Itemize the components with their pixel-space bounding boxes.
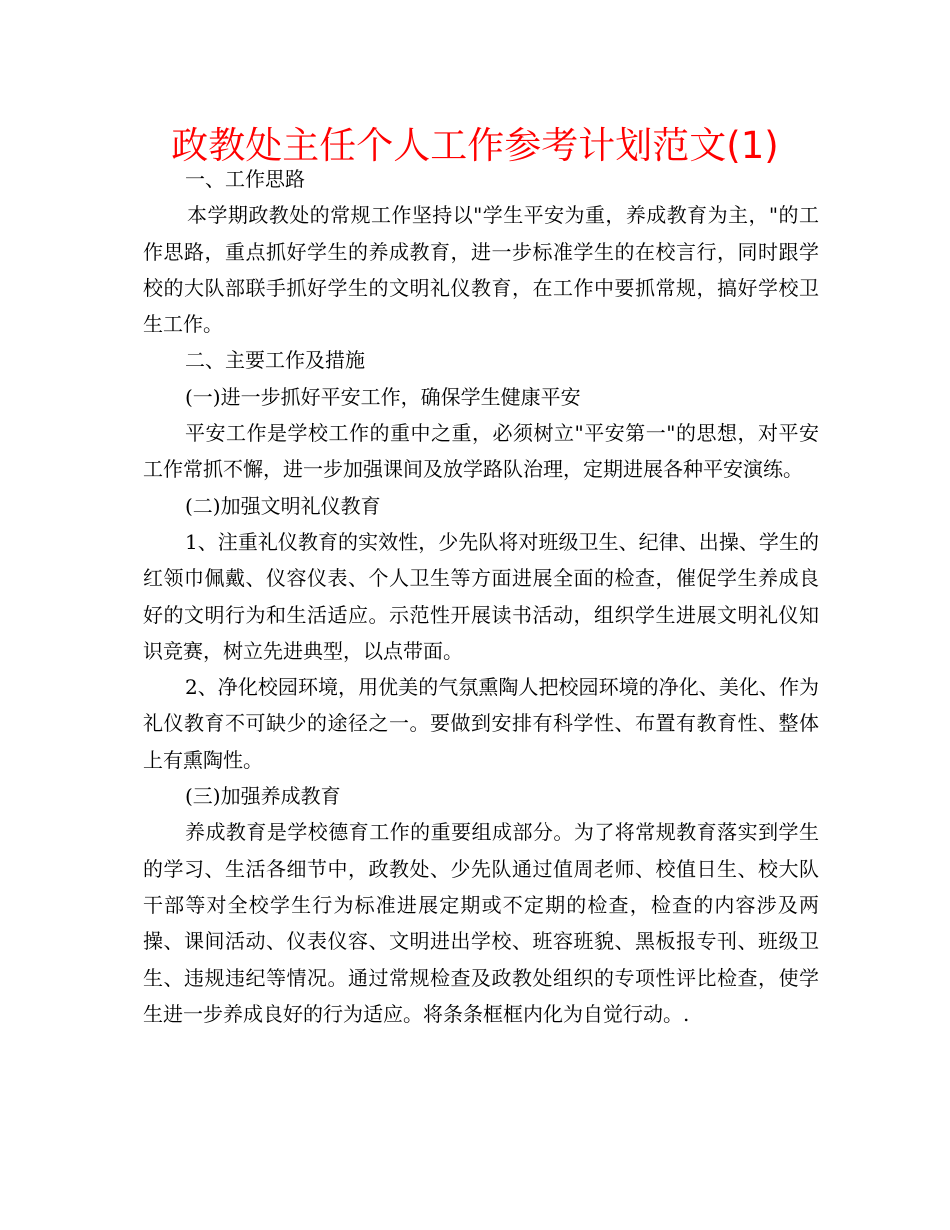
paragraph-work-approach: 本学期政教处的常规工作坚持以"学生平安为重，养成教育为主，"的工作思路，重点抓好学生的养成教育，进一步标准学生的在校言行，同时跟学校的大队部联手抓好学生的文明礼仪教育，在工作中要抓常规，搞好学校卫生工作。	[143, 203, 819, 337]
document-title: 政教处主任个人工作参考计划范文(1)	[171, 124, 779, 167]
paragraph-etiquette-1: 1、注重礼仪教育的实效性，少先队将对班级卫生、纪律、出操、学生的红领巾佩戴、仪容仪表、个人卫生等方面进展全面的检查，催促学生养成良好的文明行为和生活适应。示范性开展读书活动，组织学生进展文明礼仪知识竞赛，树立先进典型，以点带面。	[143, 529, 819, 663]
subheading-habits: (三)加强养成教育	[185, 784, 341, 809]
subheading-safety: (一)进一步抓好平安工作，确保学生健康平安	[185, 384, 581, 409]
paragraph-habits: 养成教育是学校德育工作的重要组成部分。为了将常规教育落实到学生的学习、生活各细节中，政教处、少先队通过值周老师、校值日生、校大队干部等对全校学生行为标准进展定期或不定期的检查，检查的内容涉及两操、课间活动、仪表仪容、文明进出学校、班容班貌、黑板报专刊、班级卫生、违规违纪等情况。通过常规检查及政教处组织的专项性评比检查，使学生进一步养成良好的行为适应。将条条框框内化为自觉行动。.	[143, 820, 819, 1026]
heading-work-approach: 一、工作思路	[185, 167, 305, 191]
subheading-etiquette: (二)加强文明礼仪教育	[185, 493, 381, 518]
document-body	[143, 161, 819, 1032]
paragraph-safety: 平安工作是学校工作的重中之重，必须树立"平安第一"的思想，对平安工作常抓不懈，进一步加强课间及放学路队治理，定期进展各种平安演练。	[143, 421, 819, 482]
paragraph-etiquette-2: 2、净化校园环境，用优美的气氛熏陶人把校园环境的净化、美化、作为礼仪教育不可缺少的途径之一。要做到安排有科学性、布置有教育性、整体上有熏陶性。	[143, 675, 819, 772]
heading-main-work: 二、主要工作及措施	[185, 348, 365, 373]
